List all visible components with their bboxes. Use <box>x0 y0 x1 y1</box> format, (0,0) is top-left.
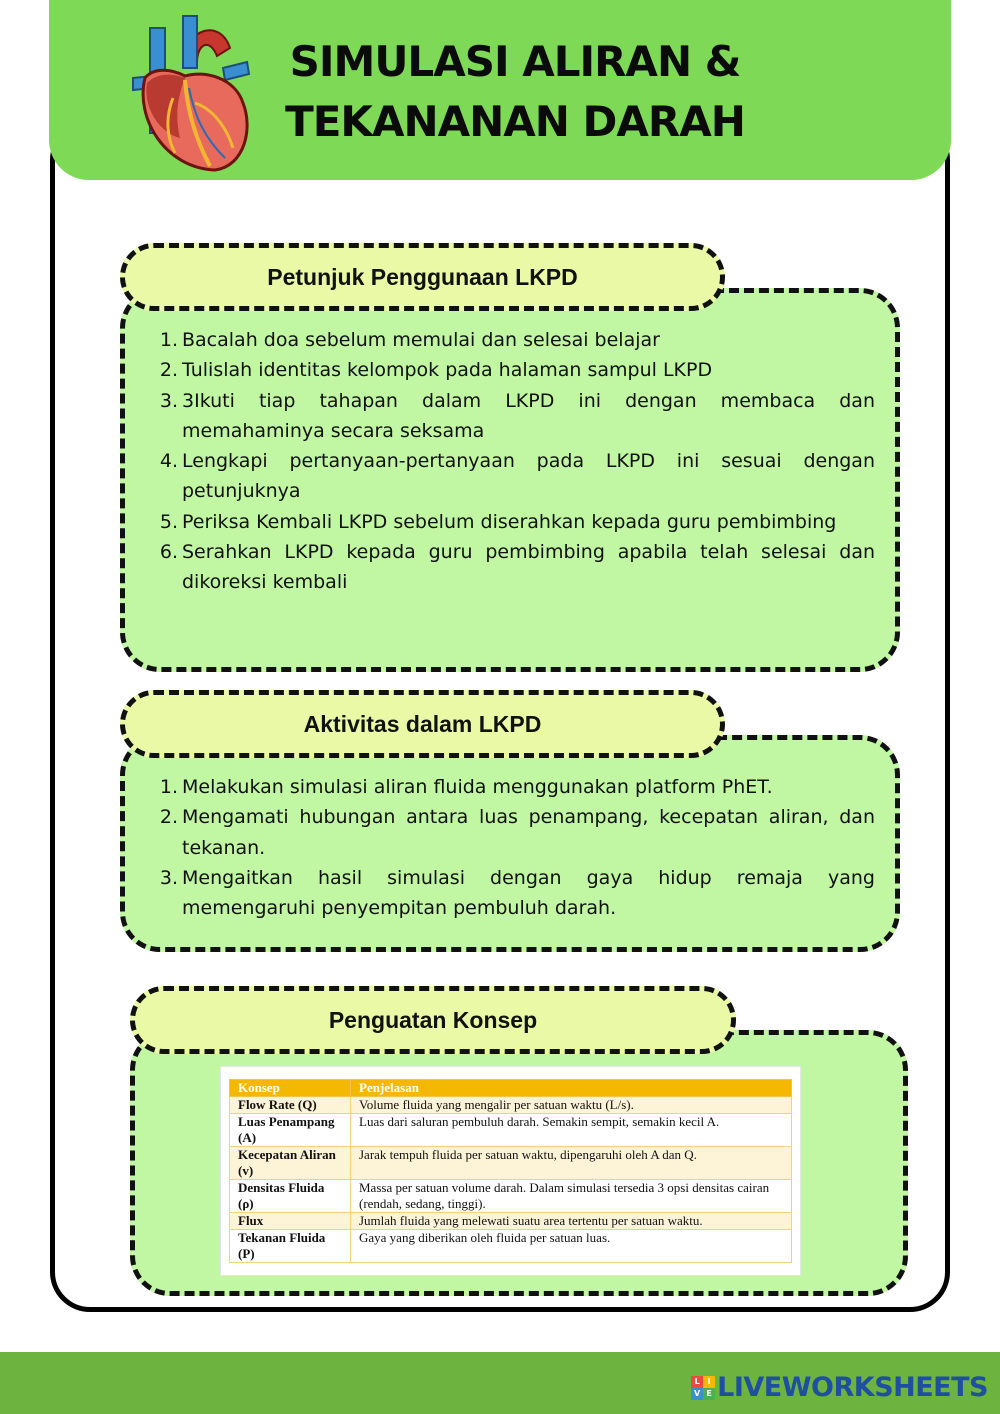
table-cell-desc: Jumlah fluida yang melewati suatu area tertentu per satuan waktu. <box>351 1213 792 1230</box>
table-header-penjelasan: Penjelasan <box>351 1080 792 1097</box>
liveworksheets-logo[interactable] <box>691 1372 988 1403</box>
table-cell-term: Tekanan Fluida (P) <box>230 1230 351 1263</box>
title-line-2: TEKANANAN DARAH <box>285 97 745 146</box>
page-title <box>270 32 760 152</box>
list-item: 4. Lengkapi pertanyaan-pertanyaan pada LKPD ini sesuai dengan petunjuknya <box>159 450 875 503</box>
table-row <box>230 1097 792 1114</box>
table-cell-desc: Jarak tempuh fluida per satuan waktu, dipengaruhi oleh A dan Q. <box>351 1147 792 1180</box>
list-item: 6. Serahkan LKPD kepada guru pembimbing apabila telah selesai dan dikoreksi kembali <box>159 541 875 594</box>
table-cell-desc: Massa per satuan volume darah. Dalam simulasi tersedia 3 opsi densitas cairan (rendah, sedang, tinggi). <box>351 1180 792 1213</box>
list-item: 2. Mengamati hubungan antara luas penampang, kecepatan aliran, dan tekanan. <box>159 806 875 859</box>
table-row <box>230 1180 792 1213</box>
penguatan-title: Penguatan Konsep <box>130 986 736 1054</box>
list-item: 1. Bacalah doa sebelum memulai dan selesai belajar <box>159 329 660 351</box>
table-cell-desc: Volume fluida yang mengalir per satuan waktu (L/s). <box>351 1097 792 1114</box>
list-item: 1. Melakukan simulasi aliran fluida menggunakan platform PhET. <box>159 776 773 798</box>
petunjuk-title: Petunjuk Penggunaan LKPD <box>120 243 725 311</box>
table-header-konsep: Konsep <box>230 1080 351 1097</box>
table-cell-desc: Luas dari saluran pembuluh darah. Semakin sempit, semakin kecil A. <box>351 1114 792 1147</box>
table-row <box>230 1147 792 1180</box>
list-item: 2. Tulislah identitas kelompok pada halaman sampul LKPD <box>159 359 713 382</box>
table-cell-term: Densitas Fluida (ρ) <box>230 1180 351 1213</box>
table-cell-term: Luas Penampang (A) <box>230 1114 351 1147</box>
liveworksheets-mark-icon: L I V E <box>691 1376 715 1400</box>
brand-text: LIVEWORKSHEETS <box>717 1372 988 1403</box>
petunjuk-list <box>144 325 875 598</box>
table-cell-term: Kecepatan Aliran (v) <box>230 1147 351 1180</box>
heart-illustration <box>125 8 255 173</box>
table-row <box>230 1230 792 1263</box>
table-row <box>230 1213 792 1230</box>
aktivitas-title: Aktivitas dalam LKPD <box>120 690 725 758</box>
list-item: 3. 3Ikuti tiap tahapan dalam LKPD ini dengan membaca dan memahaminya secara seksama <box>159 389 875 442</box>
table-row <box>230 1114 792 1147</box>
footer-bar <box>0 1352 1000 1414</box>
title-line-1: SIMULASI ALIRAN & <box>289 37 741 86</box>
table-cell-term: Flow Rate (Q) <box>230 1097 351 1114</box>
list-item: 3. Mengaitkan hasil simulasi dengan gaya hidup remaja yang memengaruhi penyempitan pembuluh darah. <box>159 866 875 920</box>
table-cell-term: Flux <box>230 1213 351 1230</box>
aktivitas-list <box>144 772 875 923</box>
concept-table <box>220 1066 801 1276</box>
list-item: 5. Periksa Kembali LKPD sebelum diserahkan kepada guru pembimbing <box>159 510 837 533</box>
table-cell-desc: Gaya yang diberikan oleh fluida per satuan luas. <box>351 1230 792 1263</box>
